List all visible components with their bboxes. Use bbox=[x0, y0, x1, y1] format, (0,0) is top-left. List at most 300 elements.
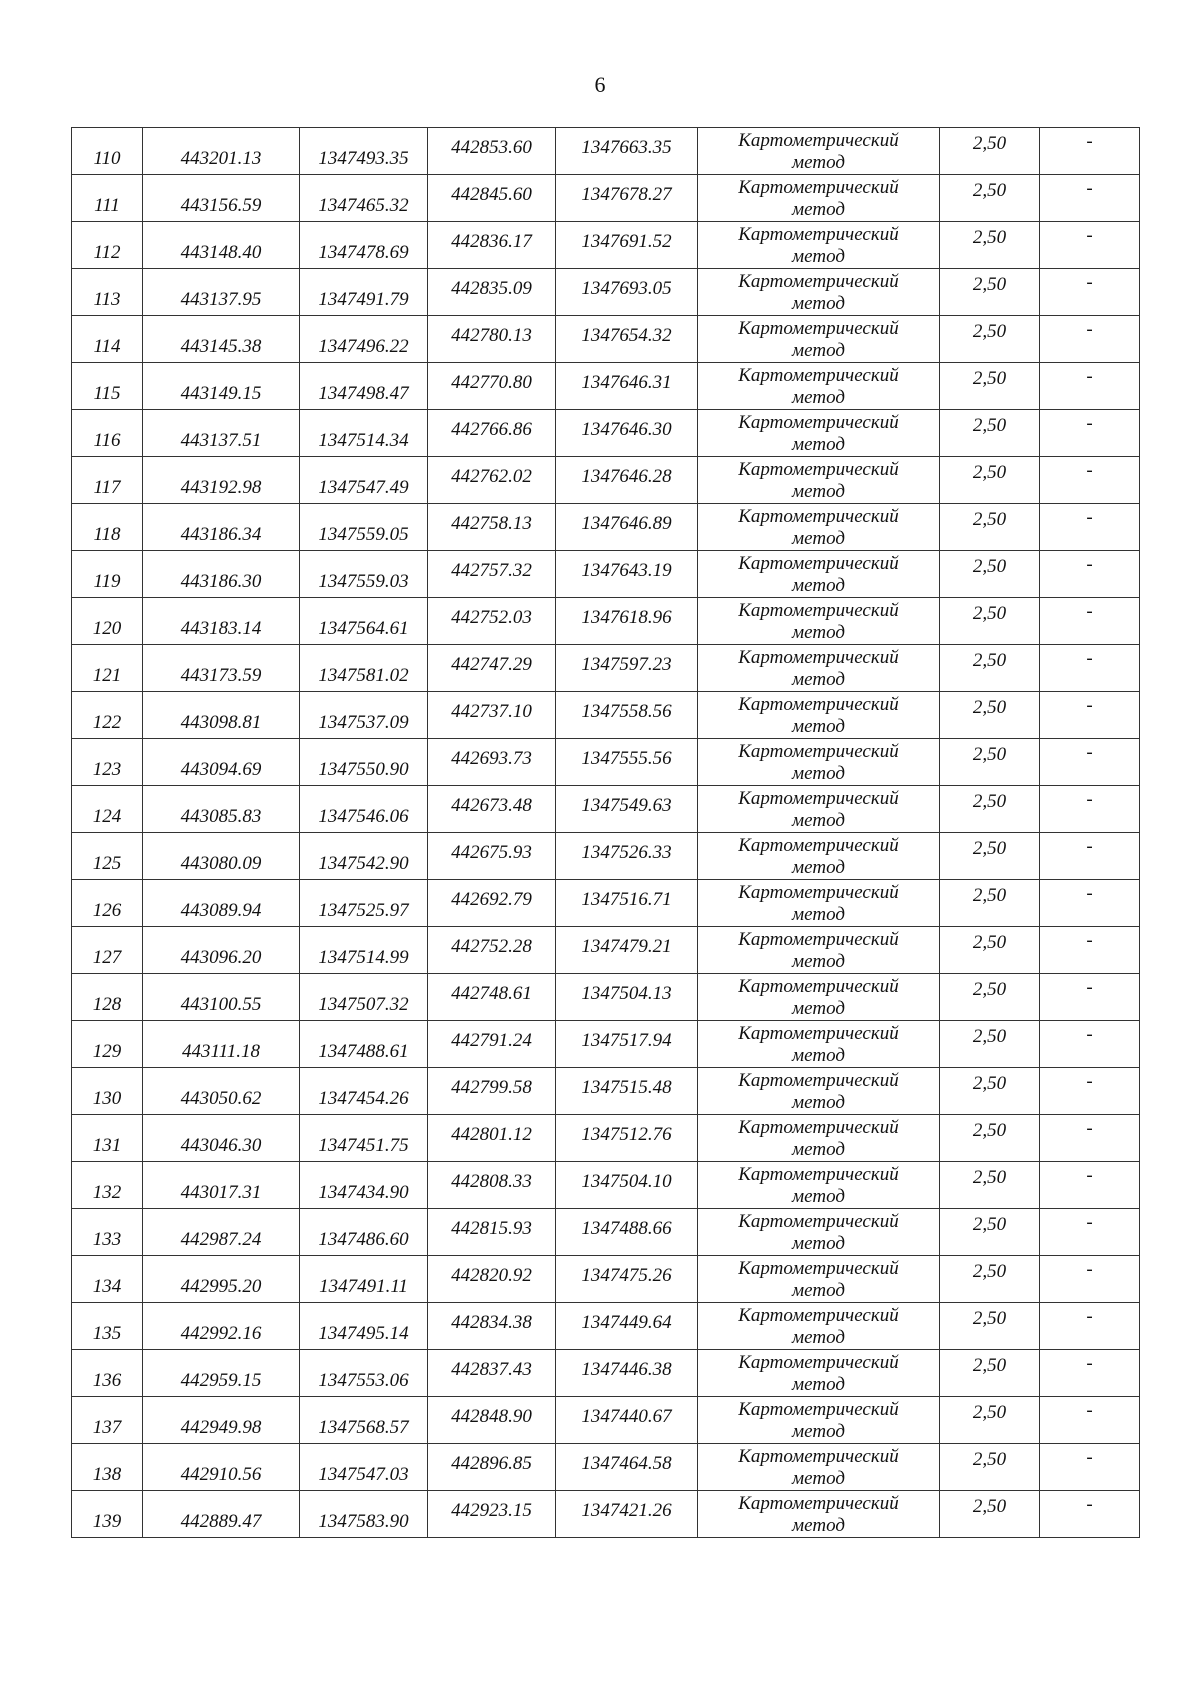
x-coordinate-1: 443186.34 bbox=[143, 504, 300, 551]
table-row bbox=[72, 1068, 1140, 1115]
x-coordinate-2: 442791.24 bbox=[428, 1021, 556, 1068]
accuracy-value: 2,50 bbox=[940, 1444, 1040, 1491]
y-coordinate-2: 1347691.52 bbox=[556, 222, 698, 269]
table-row bbox=[72, 1350, 1140, 1397]
y-coordinate-2: 1347515.48 bbox=[556, 1068, 698, 1115]
y-coordinate-2: 1347693.05 bbox=[556, 269, 698, 316]
method-line-2: метод bbox=[792, 716, 845, 737]
table-row bbox=[72, 1491, 1140, 1538]
y-coordinate-1: 1347547.03 bbox=[300, 1444, 428, 1491]
x-coordinate-2: 442758.13 bbox=[428, 504, 556, 551]
determination-method bbox=[698, 128, 940, 175]
determination-method bbox=[698, 457, 940, 504]
point-description: - bbox=[1040, 833, 1140, 880]
method-line-1: Картометрический bbox=[738, 1446, 899, 1467]
accuracy-value: 2,50 bbox=[940, 175, 1040, 222]
x-coordinate-2: 442766.86 bbox=[428, 410, 556, 457]
x-coordinate-2: 442853.60 bbox=[428, 128, 556, 175]
accuracy-value: 2,50 bbox=[940, 739, 1040, 786]
determination-method bbox=[698, 410, 940, 457]
method-line-1: Картометрический bbox=[738, 318, 899, 339]
point-number: 135 bbox=[72, 1303, 143, 1350]
method-line-1: Картометрический bbox=[738, 835, 899, 856]
method-line-1: Картометрический bbox=[738, 694, 899, 715]
table-row bbox=[72, 1397, 1140, 1444]
point-number: 113 bbox=[72, 269, 143, 316]
accuracy-value: 2,50 bbox=[940, 410, 1040, 457]
method-line-2: метод bbox=[792, 1280, 845, 1301]
point-number: 123 bbox=[72, 739, 143, 786]
method-line-2: метод bbox=[792, 387, 845, 408]
method-line-2: метод bbox=[792, 1092, 845, 1113]
y-coordinate-2: 1347421.26 bbox=[556, 1491, 698, 1538]
y-coordinate-2: 1347678.27 bbox=[556, 175, 698, 222]
point-number: 117 bbox=[72, 457, 143, 504]
y-coordinate-1: 1347546.06 bbox=[300, 786, 428, 833]
table-row bbox=[72, 1115, 1140, 1162]
accuracy-value: 2,50 bbox=[940, 1303, 1040, 1350]
x-coordinate-2: 442834.38 bbox=[428, 1303, 556, 1350]
point-description: - bbox=[1040, 1350, 1140, 1397]
accuracy-value: 2,50 bbox=[940, 786, 1040, 833]
method-line-2: метод bbox=[792, 528, 845, 549]
point-number: 132 bbox=[72, 1162, 143, 1209]
x-coordinate-2: 442673.48 bbox=[428, 786, 556, 833]
accuracy-value: 2,50 bbox=[940, 269, 1040, 316]
table-row bbox=[72, 504, 1140, 551]
determination-method bbox=[698, 269, 940, 316]
point-number: 125 bbox=[72, 833, 143, 880]
point-number: 133 bbox=[72, 1209, 143, 1256]
accuracy-value: 2,50 bbox=[940, 927, 1040, 974]
x-coordinate-1: 443148.40 bbox=[143, 222, 300, 269]
table-row bbox=[72, 1162, 1140, 1209]
table-row bbox=[72, 269, 1140, 316]
accuracy-value: 2,50 bbox=[940, 316, 1040, 363]
y-coordinate-2: 1347449.64 bbox=[556, 1303, 698, 1350]
method-line-1: Картометрический bbox=[738, 412, 899, 433]
point-number: 112 bbox=[72, 222, 143, 269]
y-coordinate-2: 1347549.63 bbox=[556, 786, 698, 833]
determination-method bbox=[698, 1209, 940, 1256]
y-coordinate-2: 1347663.35 bbox=[556, 128, 698, 175]
method-line-2: метод bbox=[792, 951, 845, 972]
y-coordinate-2: 1347646.30 bbox=[556, 410, 698, 457]
x-coordinate-2: 442836.17 bbox=[428, 222, 556, 269]
x-coordinate-1: 442910.56 bbox=[143, 1444, 300, 1491]
accuracy-value: 2,50 bbox=[940, 504, 1040, 551]
y-coordinate-1: 1347486.60 bbox=[300, 1209, 428, 1256]
y-coordinate-2: 1347516.71 bbox=[556, 880, 698, 927]
x-coordinate-1: 443156.59 bbox=[143, 175, 300, 222]
point-description: - bbox=[1040, 739, 1140, 786]
x-coordinate-2: 442752.28 bbox=[428, 927, 556, 974]
method-line-2: метод bbox=[792, 1421, 845, 1442]
method-line-2: метод bbox=[792, 669, 845, 690]
y-coordinate-1: 1347496.22 bbox=[300, 316, 428, 363]
y-coordinate-2: 1347646.89 bbox=[556, 504, 698, 551]
accuracy-value: 2,50 bbox=[940, 645, 1040, 692]
y-coordinate-2: 1347517.94 bbox=[556, 1021, 698, 1068]
point-number: 127 bbox=[72, 927, 143, 974]
table-row bbox=[72, 1256, 1140, 1303]
x-coordinate-2: 442692.79 bbox=[428, 880, 556, 927]
coordinates-table bbox=[71, 127, 1140, 1538]
y-coordinate-2: 1347504.13 bbox=[556, 974, 698, 1021]
x-coordinate-1: 442959.15 bbox=[143, 1350, 300, 1397]
determination-method bbox=[698, 1256, 940, 1303]
y-coordinate-2: 1347558.56 bbox=[556, 692, 698, 739]
accuracy-value: 2,50 bbox=[940, 1021, 1040, 1068]
table-row bbox=[72, 410, 1140, 457]
point-description: - bbox=[1040, 222, 1140, 269]
table-row bbox=[72, 645, 1140, 692]
point-number: 129 bbox=[72, 1021, 143, 1068]
point-description: - bbox=[1040, 692, 1140, 739]
y-coordinate-2: 1347504.10 bbox=[556, 1162, 698, 1209]
point-description: - bbox=[1040, 457, 1140, 504]
x-coordinate-1: 443046.30 bbox=[143, 1115, 300, 1162]
method-line-1: Картометрический bbox=[738, 271, 899, 292]
y-coordinate-1: 1347559.03 bbox=[300, 551, 428, 598]
table-row bbox=[72, 739, 1140, 786]
method-line-1: Картометрический bbox=[738, 1070, 899, 1091]
method-line-2: метод bbox=[792, 246, 845, 267]
point-description: - bbox=[1040, 175, 1140, 222]
determination-method bbox=[698, 1303, 940, 1350]
determination-method bbox=[698, 1068, 940, 1115]
x-coordinate-1: 442889.47 bbox=[143, 1491, 300, 1538]
accuracy-value: 2,50 bbox=[940, 1209, 1040, 1256]
y-coordinate-2: 1347654.32 bbox=[556, 316, 698, 363]
x-coordinate-1: 443183.14 bbox=[143, 598, 300, 645]
table-row bbox=[72, 363, 1140, 410]
method-line-2: метод bbox=[792, 998, 845, 1019]
determination-method bbox=[698, 1115, 940, 1162]
method-line-1: Картометрический bbox=[738, 1023, 899, 1044]
determination-method bbox=[698, 645, 940, 692]
point-description: - bbox=[1040, 410, 1140, 457]
determination-method bbox=[698, 1021, 940, 1068]
point-number: 118 bbox=[72, 504, 143, 551]
x-coordinate-2: 442835.09 bbox=[428, 269, 556, 316]
y-coordinate-2: 1347618.96 bbox=[556, 598, 698, 645]
point-number: 128 bbox=[72, 974, 143, 1021]
table-row bbox=[72, 974, 1140, 1021]
accuracy-value: 2,50 bbox=[940, 692, 1040, 739]
x-coordinate-1: 443089.94 bbox=[143, 880, 300, 927]
point-description: - bbox=[1040, 504, 1140, 551]
y-coordinate-1: 1347498.47 bbox=[300, 363, 428, 410]
y-coordinate-1: 1347493.35 bbox=[300, 128, 428, 175]
y-coordinate-1: 1347434.90 bbox=[300, 1162, 428, 1209]
x-coordinate-1: 443096.20 bbox=[143, 927, 300, 974]
y-coordinate-1: 1347451.75 bbox=[300, 1115, 428, 1162]
point-description: - bbox=[1040, 1397, 1140, 1444]
y-coordinate-1: 1347547.49 bbox=[300, 457, 428, 504]
y-coordinate-1: 1347525.97 bbox=[300, 880, 428, 927]
y-coordinate-1: 1347478.69 bbox=[300, 222, 428, 269]
point-description: - bbox=[1040, 1209, 1140, 1256]
y-coordinate-1: 1347537.09 bbox=[300, 692, 428, 739]
point-description: - bbox=[1040, 551, 1140, 598]
y-coordinate-2: 1347475.26 bbox=[556, 1256, 698, 1303]
x-coordinate-1: 442949.98 bbox=[143, 1397, 300, 1444]
y-coordinate-2: 1347646.28 bbox=[556, 457, 698, 504]
x-coordinate-2: 442837.43 bbox=[428, 1350, 556, 1397]
x-coordinate-1: 442995.20 bbox=[143, 1256, 300, 1303]
method-line-1: Картометрический bbox=[738, 1164, 899, 1185]
method-line-2: метод bbox=[792, 857, 845, 878]
method-line-1: Картометрический bbox=[738, 600, 899, 621]
accuracy-value: 2,50 bbox=[940, 1162, 1040, 1209]
accuracy-value: 2,50 bbox=[940, 1491, 1040, 1538]
method-line-2: метод bbox=[792, 1327, 845, 1348]
accuracy-value: 2,50 bbox=[940, 1350, 1040, 1397]
x-coordinate-2: 442748.61 bbox=[428, 974, 556, 1021]
point-number: 111 bbox=[72, 175, 143, 222]
accuracy-value: 2,50 bbox=[940, 974, 1040, 1021]
method-line-2: метод bbox=[792, 904, 845, 925]
point-description: - bbox=[1040, 1068, 1140, 1115]
determination-method bbox=[698, 1397, 940, 1444]
accuracy-value: 2,50 bbox=[940, 457, 1040, 504]
y-coordinate-1: 1347465.32 bbox=[300, 175, 428, 222]
accuracy-value: 2,50 bbox=[940, 1115, 1040, 1162]
accuracy-value: 2,50 bbox=[940, 880, 1040, 927]
y-coordinate-2: 1347488.66 bbox=[556, 1209, 698, 1256]
point-number: 126 bbox=[72, 880, 143, 927]
x-coordinate-1: 443192.98 bbox=[143, 457, 300, 504]
x-coordinate-1: 443094.69 bbox=[143, 739, 300, 786]
method-line-1: Картометрический bbox=[738, 177, 899, 198]
point-description: - bbox=[1040, 1256, 1140, 1303]
y-coordinate-1: 1347553.06 bbox=[300, 1350, 428, 1397]
x-coordinate-1: 442987.24 bbox=[143, 1209, 300, 1256]
method-line-2: метод bbox=[792, 1186, 845, 1207]
method-line-2: метод bbox=[792, 1045, 845, 1066]
x-coordinate-1: 443017.31 bbox=[143, 1162, 300, 1209]
table-row bbox=[72, 316, 1140, 363]
method-line-1: Картометрический bbox=[738, 1305, 899, 1326]
x-coordinate-2: 442770.80 bbox=[428, 363, 556, 410]
method-line-1: Картометрический bbox=[738, 553, 899, 574]
determination-method bbox=[698, 175, 940, 222]
y-coordinate-1: 1347564.61 bbox=[300, 598, 428, 645]
table-row bbox=[72, 457, 1140, 504]
method-line-1: Картометрический bbox=[738, 1258, 899, 1279]
method-line-1: Картометрический bbox=[738, 224, 899, 245]
x-coordinate-2: 442747.29 bbox=[428, 645, 556, 692]
method-line-2: метод bbox=[792, 1374, 845, 1395]
y-coordinate-1: 1347568.57 bbox=[300, 1397, 428, 1444]
point-number: 134 bbox=[72, 1256, 143, 1303]
y-coordinate-2: 1347446.38 bbox=[556, 1350, 698, 1397]
method-line-2: метод bbox=[792, 810, 845, 831]
x-coordinate-1: 443085.83 bbox=[143, 786, 300, 833]
x-coordinate-1: 443098.81 bbox=[143, 692, 300, 739]
method-line-1: Картометрический bbox=[738, 647, 899, 668]
y-coordinate-1: 1347454.26 bbox=[300, 1068, 428, 1115]
method-line-2: метод bbox=[792, 293, 845, 314]
point-description: - bbox=[1040, 363, 1140, 410]
table-row bbox=[72, 1021, 1140, 1068]
point-description: - bbox=[1040, 1115, 1140, 1162]
determination-method bbox=[698, 880, 940, 927]
page-number: 6 bbox=[594, 72, 606, 97]
table-row bbox=[72, 692, 1140, 739]
method-line-1: Картометрический bbox=[738, 459, 899, 480]
x-coordinate-2: 442752.03 bbox=[428, 598, 556, 645]
point-description: - bbox=[1040, 269, 1140, 316]
table-row bbox=[72, 1444, 1140, 1491]
table-row bbox=[72, 551, 1140, 598]
method-line-2: метод bbox=[792, 434, 845, 455]
x-coordinate-1: 443111.18 bbox=[143, 1021, 300, 1068]
y-coordinate-2: 1347512.76 bbox=[556, 1115, 698, 1162]
table-row bbox=[72, 927, 1140, 974]
point-number: 138 bbox=[72, 1444, 143, 1491]
point-description: - bbox=[1040, 1303, 1140, 1350]
determination-method bbox=[698, 504, 940, 551]
point-number: 124 bbox=[72, 786, 143, 833]
y-coordinate-1: 1347491.11 bbox=[300, 1256, 428, 1303]
y-coordinate-2: 1347464.58 bbox=[556, 1444, 698, 1491]
table-row bbox=[72, 175, 1140, 222]
accuracy-value: 2,50 bbox=[940, 1068, 1040, 1115]
method-line-2: метод bbox=[792, 763, 845, 784]
accuracy-value: 2,50 bbox=[940, 551, 1040, 598]
determination-method bbox=[698, 1350, 940, 1397]
table-row bbox=[72, 833, 1140, 880]
x-coordinate-1: 443137.51 bbox=[143, 410, 300, 457]
x-coordinate-1: 443186.30 bbox=[143, 551, 300, 598]
x-coordinate-1: 443050.62 bbox=[143, 1068, 300, 1115]
determination-method bbox=[698, 1444, 940, 1491]
determination-method bbox=[698, 927, 940, 974]
point-number: 119 bbox=[72, 551, 143, 598]
method-line-1: Картометрический bbox=[738, 882, 899, 903]
method-line-2: метод bbox=[792, 1233, 845, 1254]
y-coordinate-1: 1347581.02 bbox=[300, 645, 428, 692]
method-line-1: Картометрический bbox=[738, 788, 899, 809]
accuracy-value: 2,50 bbox=[940, 598, 1040, 645]
y-coordinate-2: 1347643.19 bbox=[556, 551, 698, 598]
x-coordinate-2: 442896.85 bbox=[428, 1444, 556, 1491]
y-coordinate-1: 1347491.79 bbox=[300, 269, 428, 316]
x-coordinate-2: 442848.90 bbox=[428, 1397, 556, 1444]
method-line-2: метод bbox=[792, 340, 845, 361]
y-coordinate-1: 1347550.90 bbox=[300, 739, 428, 786]
table-body bbox=[72, 128, 1140, 1538]
table-row bbox=[72, 1209, 1140, 1256]
point-number: 110 bbox=[72, 128, 143, 175]
x-coordinate-2: 442799.58 bbox=[428, 1068, 556, 1115]
point-description: - bbox=[1040, 880, 1140, 927]
method-line-2: метод bbox=[792, 152, 845, 173]
method-line-1: Картометрический bbox=[738, 976, 899, 997]
method-line-2: метод bbox=[792, 1515, 845, 1536]
point-description: - bbox=[1040, 927, 1140, 974]
method-line-2: метод bbox=[792, 622, 845, 643]
point-description: - bbox=[1040, 1491, 1140, 1538]
point-number: 121 bbox=[72, 645, 143, 692]
accuracy-value: 2,50 bbox=[940, 222, 1040, 269]
point-number: 136 bbox=[72, 1350, 143, 1397]
point-number: 130 bbox=[72, 1068, 143, 1115]
determination-method bbox=[698, 1491, 940, 1538]
x-coordinate-1: 443173.59 bbox=[143, 645, 300, 692]
point-number: 114 bbox=[72, 316, 143, 363]
method-line-1: Картометрический bbox=[738, 929, 899, 950]
method-line-2: метод bbox=[792, 199, 845, 220]
point-number: 139 bbox=[72, 1491, 143, 1538]
determination-method bbox=[698, 1162, 940, 1209]
y-coordinate-1: 1347542.90 bbox=[300, 833, 428, 880]
x-coordinate-1: 443145.38 bbox=[143, 316, 300, 363]
point-description: - bbox=[1040, 1021, 1140, 1068]
y-coordinate-1: 1347507.32 bbox=[300, 974, 428, 1021]
x-coordinate-2: 442762.02 bbox=[428, 457, 556, 504]
x-coordinate-2: 442820.92 bbox=[428, 1256, 556, 1303]
method-line-1: Картометрический bbox=[738, 1117, 899, 1138]
y-coordinate-1: 1347514.99 bbox=[300, 927, 428, 974]
determination-method bbox=[698, 598, 940, 645]
x-coordinate-2: 442780.13 bbox=[428, 316, 556, 363]
point-description: - bbox=[1040, 1162, 1140, 1209]
table-row bbox=[72, 222, 1140, 269]
point-number: 122 bbox=[72, 692, 143, 739]
x-coordinate-1: 443137.95 bbox=[143, 269, 300, 316]
x-coordinate-2: 442808.33 bbox=[428, 1162, 556, 1209]
point-number: 137 bbox=[72, 1397, 143, 1444]
x-coordinate-1: 443080.09 bbox=[143, 833, 300, 880]
method-line-2: метод bbox=[792, 575, 845, 596]
point-number: 115 bbox=[72, 363, 143, 410]
point-description: - bbox=[1040, 974, 1140, 1021]
y-coordinate-1: 1347488.61 bbox=[300, 1021, 428, 1068]
method-line-1: Картометрический bbox=[738, 506, 899, 527]
y-coordinate-2: 1347597.23 bbox=[556, 645, 698, 692]
point-number: 131 bbox=[72, 1115, 143, 1162]
x-coordinate-2: 442845.60 bbox=[428, 175, 556, 222]
method-line-1: Картометрический bbox=[738, 130, 899, 151]
method-line-1: Картометрический bbox=[738, 1493, 899, 1514]
accuracy-value: 2,50 bbox=[940, 1256, 1040, 1303]
table-row bbox=[72, 786, 1140, 833]
y-coordinate-1: 1347583.90 bbox=[300, 1491, 428, 1538]
point-description: - bbox=[1040, 1444, 1140, 1491]
y-coordinate-2: 1347526.33 bbox=[556, 833, 698, 880]
y-coordinate-1: 1347514.34 bbox=[300, 410, 428, 457]
determination-method bbox=[698, 786, 940, 833]
point-description: - bbox=[1040, 598, 1140, 645]
method-line-2: метод bbox=[792, 481, 845, 502]
accuracy-value: 2,50 bbox=[940, 363, 1040, 410]
table-row bbox=[72, 128, 1140, 175]
y-coordinate-2: 1347479.21 bbox=[556, 927, 698, 974]
x-coordinate-2: 442737.10 bbox=[428, 692, 556, 739]
point-number: 116 bbox=[72, 410, 143, 457]
table-row bbox=[72, 1303, 1140, 1350]
method-line-1: Картометрический bbox=[738, 1352, 899, 1373]
y-coordinate-1: 1347495.14 bbox=[300, 1303, 428, 1350]
method-line-2: метод bbox=[792, 1139, 845, 1160]
x-coordinate-2: 442693.73 bbox=[428, 739, 556, 786]
x-coordinate-2: 442675.93 bbox=[428, 833, 556, 880]
accuracy-value: 2,50 bbox=[940, 1397, 1040, 1444]
method-line-1: Картометрический bbox=[738, 1399, 899, 1420]
